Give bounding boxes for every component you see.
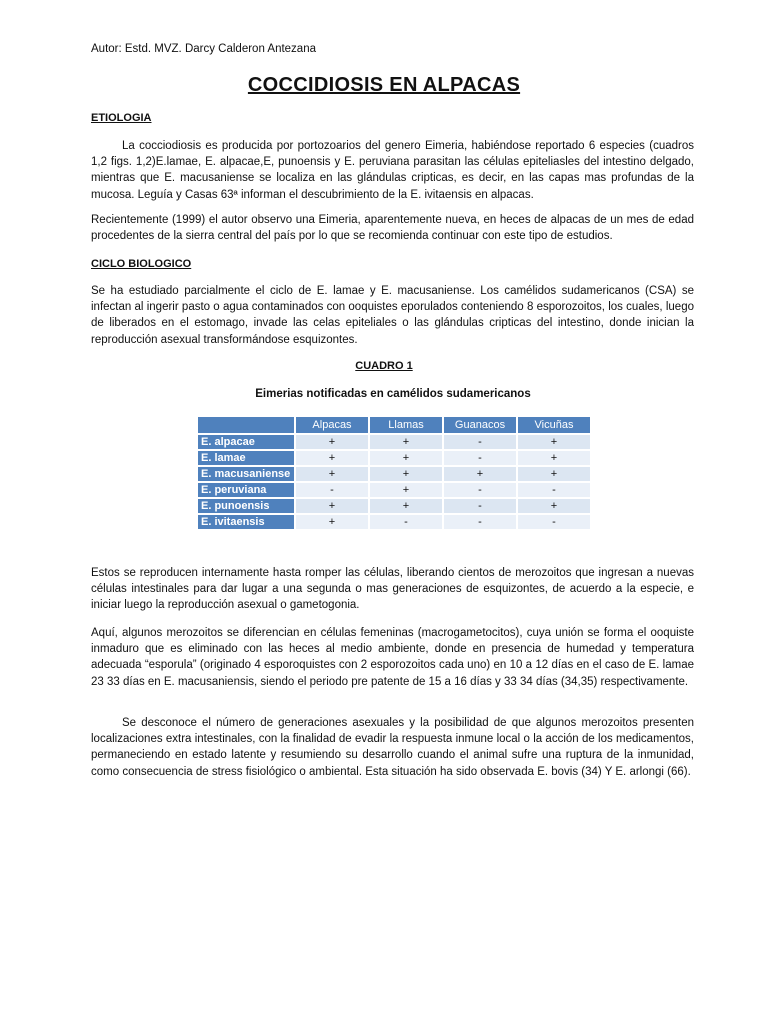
row-header: E. punoensis — [198, 499, 294, 513]
paragraph-reproduccion: Estos se reproducen internamente hasta romper las células, liberando cientos de merozoitos que ingresan a nuevas células intestinales para dar lugar a una segunda o mas generaciones de esquizontes, de acuerdo a la especie, e iniciar luego la reproducción asexual o gametogonia. — [91, 567, 694, 612]
table-cell: + — [296, 435, 368, 449]
table-cell: + — [518, 435, 590, 449]
author-line: Autor: Estd. MVZ. Darcy Calderon Antezana — [91, 43, 316, 55]
column-header-llamas: Llamas — [370, 417, 442, 433]
table-cell: + — [296, 499, 368, 513]
table-cell: - — [518, 515, 590, 529]
table-caption: Eimerias notificadas en camélidos sudamericanos — [255, 388, 531, 400]
document-title-text: COCCIDIOSIS EN ALPACAS — [247, 74, 521, 96]
paragraph-etiologia-1: La cocciodiosis es producida por portozoarios del genero Eimeria, habiéndose reportado 6 especies (cuadros 1,2 figs. 1,2)E.lamae, E. alpacae,E, punoensis y E. peruviana parasitan las células epiteliasles del intestino delgado, mientras que E. macusaniense se localiza en las glándulas cripticas, es decir, en las capas mas profundas de la mucosa. Leguía y Casas 63ª informan el descubrimiento de la E. ivitaensis en alpacas. — [91, 140, 694, 201]
table-cell: + — [370, 451, 442, 465]
row-header: E. lamae — [198, 451, 294, 465]
table-cell: + — [518, 499, 590, 513]
table-row — [198, 467, 590, 481]
paragraph-merozoitos: Aquí, algunos merozoitos se diferencian en células femeninas (macrogametocitos), cuya unión se forma el ooquiste inmaduro que es eliminado con las heces al medio ambiente, donde en presencia de humedad y temperatura adecuada “esporula” (originado 4 esporoquistes con 2 esporozoitos cada uno) en 10 a 12 días en el caso de E. lamae 23 33 días en E. macusaniensis, siendo el periodo pre patente de 15 a 16 días y 33 34 días (34,35) respectivamente. — [91, 627, 694, 688]
table-cell: + — [518, 467, 590, 481]
row-header: E. macusaniense — [198, 467, 294, 481]
table-cell: - — [444, 499, 516, 513]
column-header-guanacos: Guanacos — [444, 417, 516, 433]
table-row — [198, 499, 590, 513]
table-cell: + — [296, 515, 368, 529]
table-row — [198, 451, 590, 465]
paragraph-ciclo-1: Se ha estudiado parcialmente el ciclo de E. lamae y E. macusaniense. Los camélidos sudamericanos (CSA) se infectan al ingerir pasto o agua contaminados con ooquistes eporulados conteniendo 8 esporozoitos, los cuales, luego de liberados en el estomago, invade las celas epiteliales o las glándulas cripticas del intestino, donde inician la reproducción asexual transformándose esquizontes. — [91, 285, 694, 346]
table-row — [198, 515, 590, 529]
table-cell: + — [296, 467, 368, 481]
table-label: CUADRO 1 — [355, 360, 413, 372]
table-cell: + — [370, 435, 442, 449]
table-cell: + — [370, 499, 442, 513]
table-row — [198, 483, 590, 497]
table-cell: - — [518, 483, 590, 497]
table-cell: + — [518, 451, 590, 465]
heading-etiologia: ETIOLOGIA — [91, 112, 152, 124]
row-header: E. ivitaensis — [198, 515, 294, 529]
paragraph-etiologia-2: Recientemente (1999) el autor observo una Eimeria, aparentemente nueva, en heces de alpacas de un mes de edad procedentes de la sierra central del país por lo que se recomienda continuar con este tipo de estudios. — [91, 214, 694, 243]
table-cell: - — [444, 435, 516, 449]
column-header-alpacas: Alpacas — [296, 417, 368, 433]
table-cell: + — [444, 467, 516, 481]
table-cell: - — [444, 515, 516, 529]
table-cell: - — [444, 451, 516, 465]
table-cell: - — [444, 483, 516, 497]
table-cell: + — [370, 467, 442, 481]
table-row — [198, 435, 590, 449]
table-cell: + — [370, 483, 442, 497]
row-header: E. alpacae — [198, 435, 294, 449]
table-corner-cell — [198, 417, 294, 433]
row-header: E. peruviana — [198, 483, 294, 497]
heading-ciclo-biologico: CICLO BIOLOGICO — [91, 258, 192, 270]
paragraph-generaciones: Se desconoce el número de generaciones asexuales y la posibilidad de que algunos merozoitos presenten localizaciones extra intestinales, con la finalidad de evadir la respuesta inmune local o la acción de los medicamentos, permaneciendo en estado latente y resumiendo su desarrollo cuando el animal sufre una ruptura de la inmunidad, como consecuencia de stress fisiológico o ambiental. Esta situación ha sido observada E. bovis (34) Y E. arlongi (66). — [91, 717, 694, 778]
document-title — [0, 74, 768, 97]
table-header-row — [198, 417, 590, 433]
table-cell: - — [296, 483, 368, 497]
table-cell: - — [370, 515, 442, 529]
eimeria-table — [196, 415, 592, 531]
column-header-vicunas: Vicuñas — [518, 417, 590, 433]
table-cell: + — [296, 451, 368, 465]
